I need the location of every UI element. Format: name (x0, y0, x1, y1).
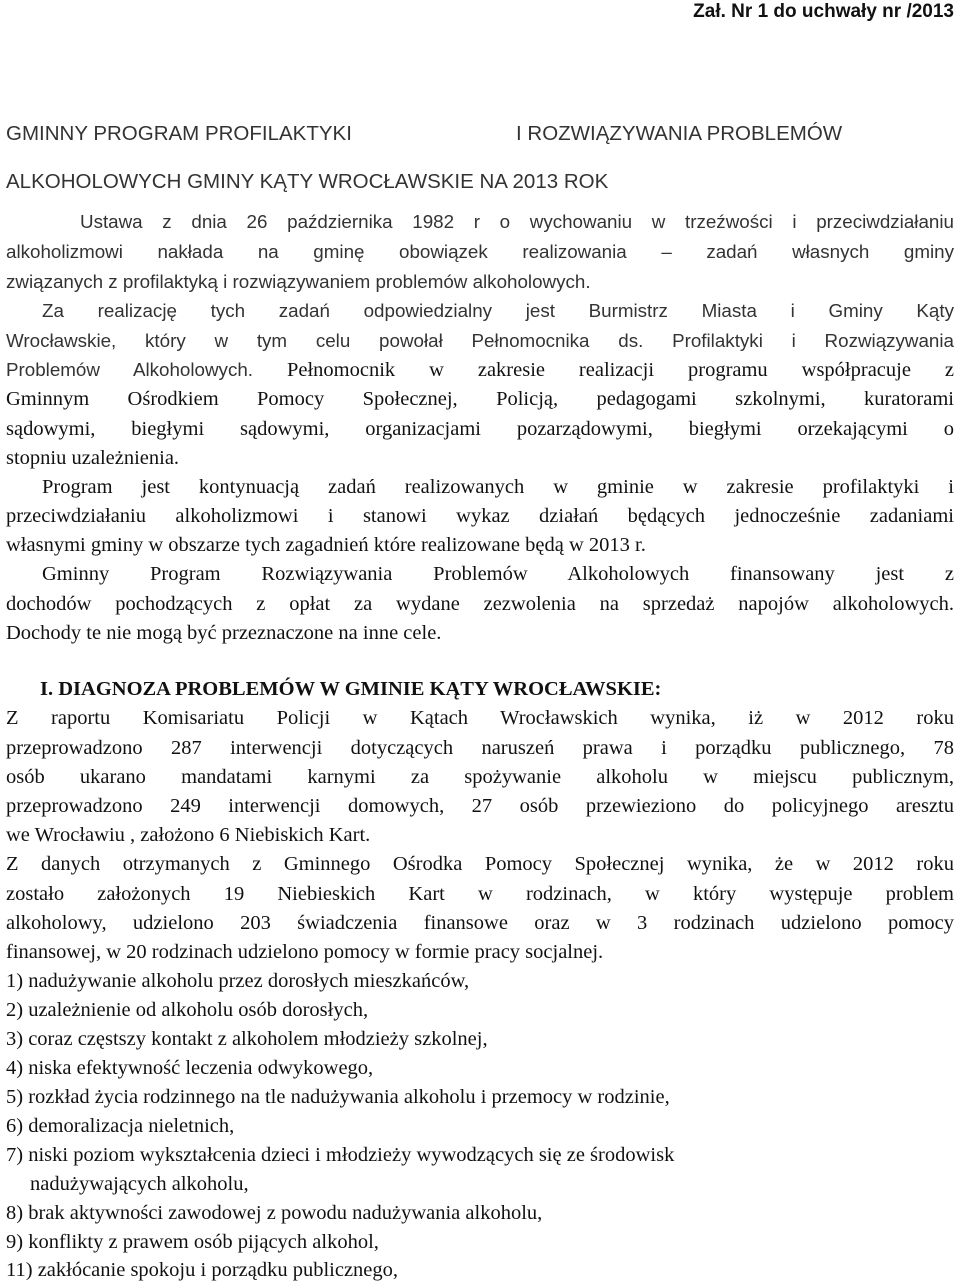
intro-text: przeciwdziałaniu alkoholizmowi i stanowi wykaz działań będących jednocześnie zadaniami (6, 505, 954, 527)
intro-text: Program jest kontynuacją zadań realizowanych w gminie w zakresie profilaktyki i (42, 476, 954, 498)
section-text: Z raportu Komisariatu Policji w Kątach Wrocławskich wynika, iż w 2012 roku (6, 707, 954, 729)
document-title-line-2: ALKOHOLOWYCH GMINY KĄTY WROCŁAWSKIE NA 2013 ROK (6, 170, 609, 193)
list-item: 2) uzależnienie od alkoholu osób dorosłych, (6, 999, 369, 1021)
list-item: 5) rozkład życia rodzinnego na tle nadużywania alkoholu i przemocy w rodzinie, (6, 1086, 670, 1108)
intro-text: związanych z profilaktyką i rozwiązywaniem problemów alkoholowych. (6, 271, 591, 292)
list-item: 8) brak aktywności zawodowej z powodu nadużywania alkoholu, (6, 1202, 543, 1224)
title-part-left: GMINNY PROGRAM PROFILAKTYKI (6, 122, 352, 145)
section-text: Z danych otrzymanych z Gminnego Ośrodka Pomocy Społecznej wynika, że w 2012 roku (6, 853, 954, 875)
section-text: przeprowadzono 249 interwencji domowych, 27 osób przewieziono do policyjnego aresztu (6, 795, 954, 817)
intro-text: dochodów pochodzących z opłat za wydane zezwolenia na sprzedaż napojów alkoholowych. (6, 593, 954, 615)
list-item: 6) demoralizacja nieletnich, (6, 1115, 235, 1137)
section-text: zostało założonych 19 Niebieskich Kart w rodzinach, w który występuje problem (6, 883, 954, 905)
section-heading: I. DIAGNOZA PROBLEMÓW W GMINIE KĄTY WROCŁAWSKIE: (40, 678, 662, 700)
intro-text: Za realizację tych zadań odpowiedzialny jest Burmistrz Miasta i Gminy Kąty (42, 300, 954, 321)
list-item: 3) coraz częstszy kontakt z alkoholem młodzieży szkolnej, (6, 1028, 488, 1050)
intro-text: Wrocławskie, który w tym celu powołał Pełnomocnika ds. Profilaktyki i Rozwiązywania (6, 330, 954, 351)
intro-text: alkoholizmowi nakłada na gminę obowiązek realizowania – zadań własnych gminy (6, 241, 954, 262)
document-title-line-1 (6, 122, 954, 146)
list-item: 11) zakłócanie spokoju i porządku publicznego, (6, 1259, 399, 1281)
intro-text: Gminnym Ośrodkiem Pomocy Społecznej, Policją, pedagogami szkolnymi, kuratorami (6, 388, 954, 410)
intro-text: sądowymi, biegłymi sądowymi, organizacjami pozarządowymi, biegłymi orzekającymi o (6, 418, 954, 440)
attachment-reference: Zał. Nr 1 do uchwały nr /2013 (693, 1, 954, 22)
section-text: finansowej, w 20 rodzinach udzielono pomocy w formie pracy socjalnej. (6, 941, 604, 963)
intro-text: Pełnomocnik w zakresie realizacji programu współpracuje z (286, 359, 954, 381)
intro-text-mixed (6, 358, 954, 382)
intro-text: Dochody te nie mogą być przeznaczone na inne cele. (6, 622, 442, 644)
list-item-continuation: nadużywających alkoholu, (30, 1173, 249, 1195)
section-text: we Wrocławiu , założono 6 Niebiskich Kart. (6, 824, 371, 846)
section-text: przeprowadzono 287 interwencji dotyczących naruszeń prawa i porządku publicznego, 78 (6, 737, 954, 759)
section-text: osób ukarano mandatami karnymi za spożywanie alkoholu w miejscu publicznym, (6, 766, 954, 788)
intro-text: Problemów Alkoholowych. (6, 359, 253, 380)
intro-text: Gminny Program Rozwiązywania Problemów Alkoholowych finansowany jest z (42, 563, 954, 585)
title-part-right: I ROZWIĄZYWANIA PROBLEMÓW (516, 122, 843, 145)
section-text: alkoholowy, udzielono 203 świadczenia finansowe oraz w 3 rodzinach udzielono pomocy (6, 912, 954, 934)
list-item: 7) niski poziom wykształcenia dzieci i młodzieży wywodzących się ze środowisk (6, 1144, 675, 1166)
intro-text: Ustawa z dnia 26 października 1982 r o wychowaniu w trzeźwości i przeciwdziałaniu (80, 211, 954, 232)
list-item: 4) niska efektywność leczenia odwykowego, (6, 1057, 374, 1079)
list-item: 9) konflikty z prawem osób pijących alkohol, (6, 1231, 379, 1253)
list-item: 1) nadużywanie alkoholu przez dorosłych mieszkańców, (6, 970, 470, 992)
intro-text: stopniu uzależnienia. (6, 447, 180, 469)
intro-text: własnymi gminy w obszarze tych zagadnień które realizowane będą w 2013 r. (6, 534, 646, 556)
